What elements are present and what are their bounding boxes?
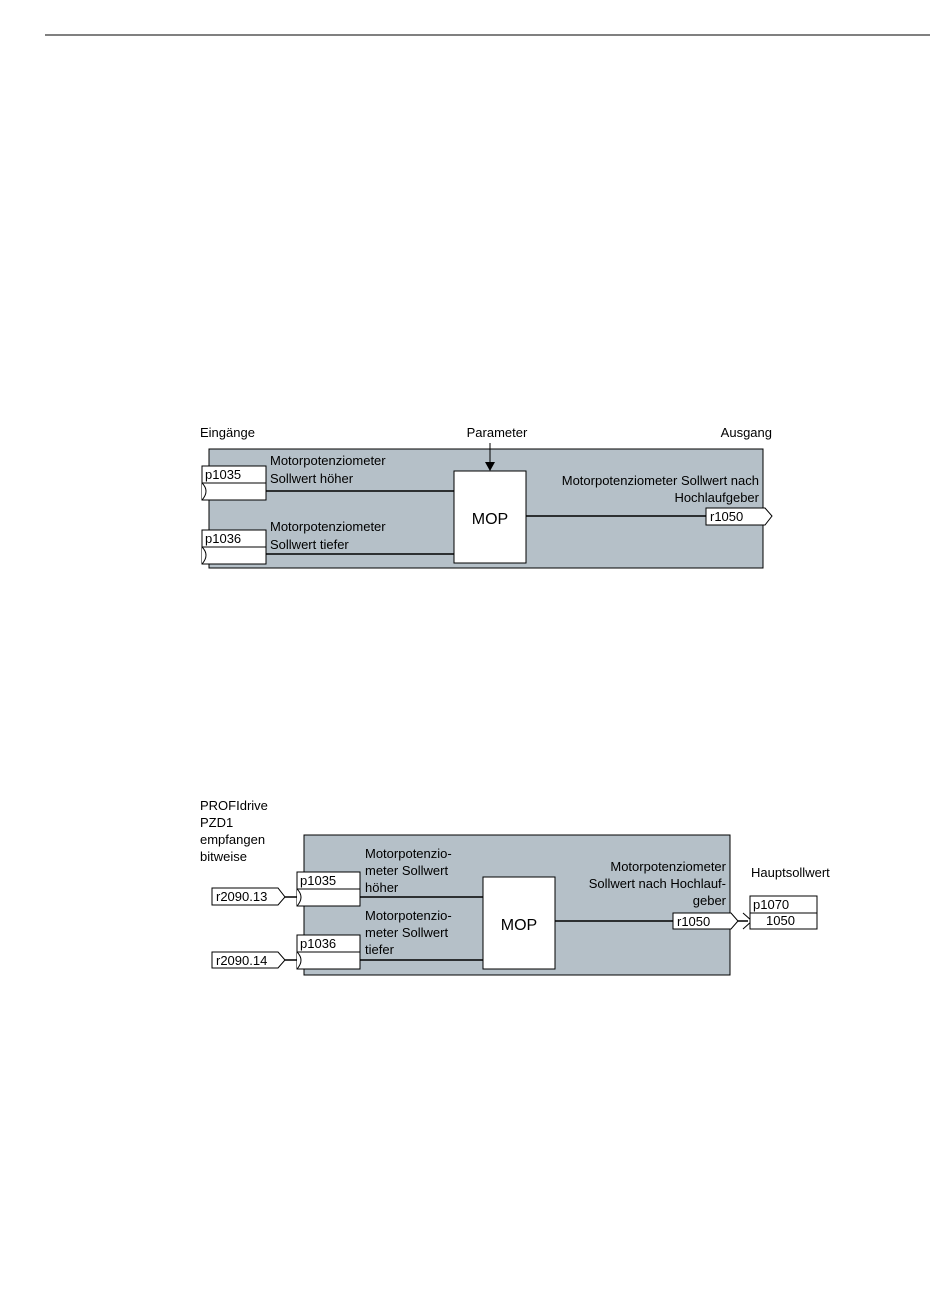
output-label-line2: Hochlaufgeber [674,490,759,505]
input-connector-p1035 [202,466,266,500]
heading-inputs: Eingänge [200,425,255,440]
heading-output: Ausgang [720,425,772,440]
target-param-p1070: p1070 [753,897,790,912]
source-r2090-13: r2090.13 [216,889,268,904]
diagram-mop-profidrive [200,798,830,975]
input1-label-line2: Sollwert höher [270,471,354,486]
source-r2090-14: r2090.14 [216,953,268,968]
source-heading-line3: empfangen [200,832,266,847]
param-p1035: p1035 [205,467,242,482]
input2-label-line1: Motorpotenzio- [365,908,452,923]
output-label-line1: Motorpotenziometer [610,859,726,874]
mop-block-label: MOP [471,511,509,528]
heading-parameter: Parameter [466,425,528,440]
diagram-mop-overview [200,425,772,568]
param-p1036: p1036 [300,936,337,951]
input1-label-line1: Motorpotenzio- [365,846,452,861]
input1-label-line1: Motorpotenziometer [270,453,386,468]
param-r1050: r1050 [710,509,744,524]
source-heading-line2: PZD1 [200,815,234,830]
input2-label-line1: Motorpotenziometer [270,519,386,534]
input1-label-line3: höher [365,880,399,895]
output-label-line2: Sollwert nach Hochlauf- [588,876,726,891]
input-connector-p1036 [297,935,360,969]
input2-label-line3: tiefer [365,942,394,957]
target-value: 1050 [766,913,795,928]
input1-label-line2: meter Sollwert [365,863,449,878]
input-connector-p1035 [297,872,360,906]
param-p1035: p1035 [300,873,337,888]
input2-label-line2: Sollwert tiefer [270,537,349,552]
mop-block-label: MOP [500,917,538,934]
output-label-line3: geber [692,893,726,908]
source-heading-line4: bitweise [200,849,247,864]
param-p1036: p1036 [205,531,242,546]
source-heading-line1: PROFIdrive [200,798,268,813]
param-r1050: r1050 [677,914,711,929]
input2-label-line2: meter Sollwert [365,925,449,940]
input-connector-p1036 [202,530,266,564]
target-heading: Hauptsollwert [751,865,830,880]
output-label-line1: Motorpotenziometer Sollwert nach [561,473,759,488]
